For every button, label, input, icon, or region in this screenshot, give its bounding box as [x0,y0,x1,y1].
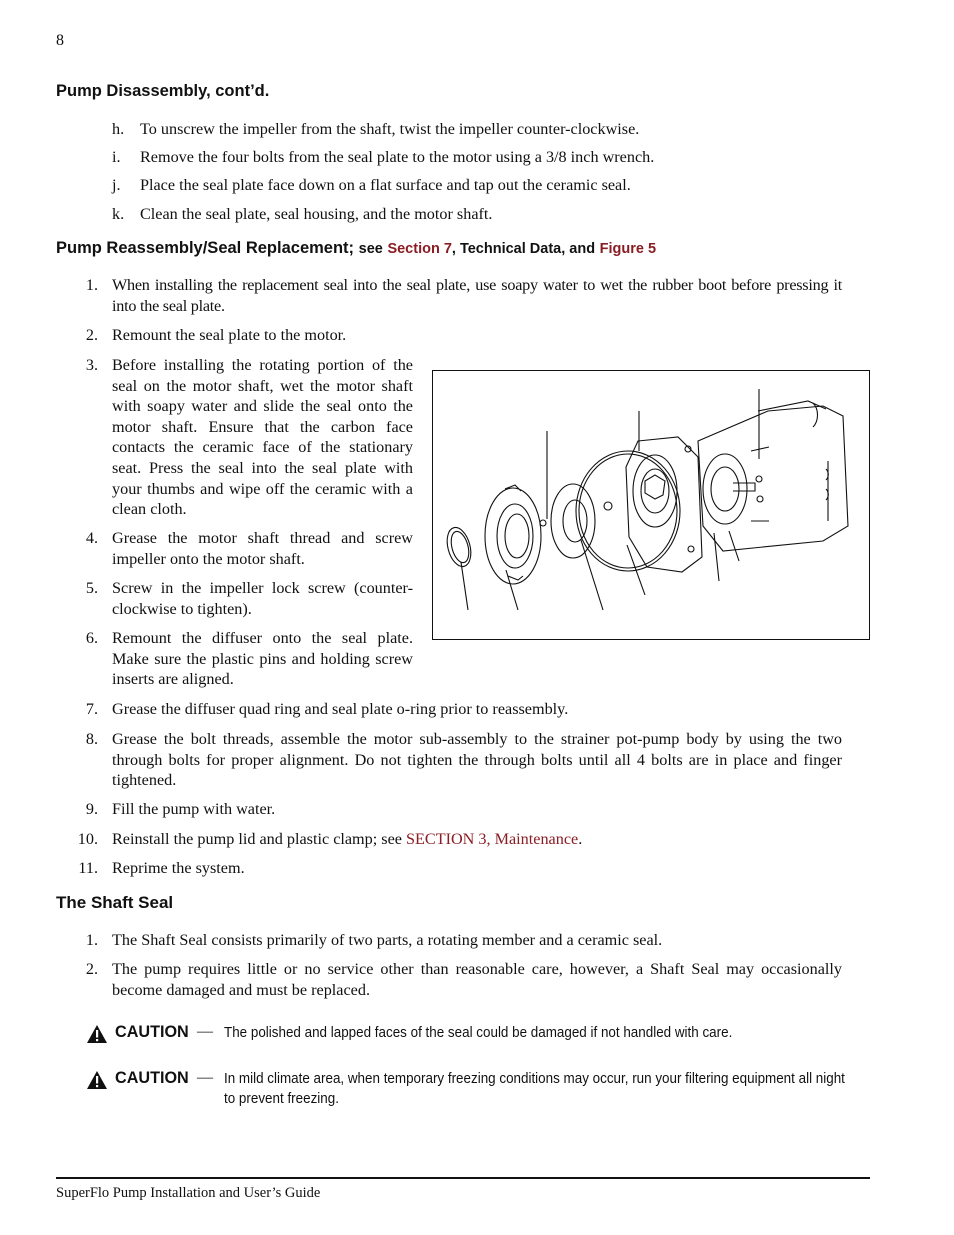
list-item [80,628,414,691]
caution-note [86,1023,856,1047]
list-item [80,275,842,317]
list-text-after: . [578,830,583,848]
list-item [80,799,842,820]
list-text: Grease the diffuser quad ring and seal plate o-ring prior to reassembly. [112,700,569,718]
list-item [112,147,852,168]
list-text: Grease the bolt threads, assemble the motor sub-assembly to the strainer pot-pump body by using the two through bolts for proper alignment. Do not tighten the through bolts until all 4 bolts are in place and finger tightened. [112,730,842,790]
list-item [80,699,842,720]
list-label: 1. [85,276,98,294]
list-text: Grease the motor shaft thread and screw impeller onto the motor shaft. [112,529,413,568]
caution-note [86,1069,856,1113]
page-number: 8 [56,32,64,49]
list-label: i. [112,148,121,166]
list-text: Before installing the rotating portion of the seal on the motor shaft, wet the motor shaft with soapy water and slide the seal onto the motor shaft. Ensure that the carbon face contacts the ceramic face of the stationary seat. Press the seal into the seal plate with your thumbs and wipe off the ceramic with a clean cloth. [112,356,413,519]
list-label: 1. [85,931,98,949]
list-text [112,829,842,850]
list-text: Fill the pump with water. [112,800,276,818]
list-label: 7. [85,700,98,718]
list-label: 8. [85,730,98,748]
list-text: Remount the diffuser onto the seal plate. Make sure the plastic pins and holding screw inserts are aligned. [112,629,413,689]
list-text-before: Reinstall the pump lid and plastic clamp; see [112,830,407,848]
caution-text: The polished and lapped faces of the seal could be damaged if not handled with care. [224,1025,733,1041]
list-text: Place the seal plate face down on a flat surface and tap out the ceramic seal. [140,176,631,194]
list-text: The Shaft Seal consists primarily of two parts, a rotating member and a ceramic seal. [112,931,663,949]
section-7-link[interactable]: Section 7 [387,241,452,257]
list-label: h. [112,120,125,138]
figure-5-link[interactable]: Figure 5 [599,241,657,257]
list-label: 10. [77,830,98,848]
list-label: 3. [85,356,98,374]
footer-divider [56,1177,870,1179]
caution-text: In mild climate area, when temporary freezing conditions may occur, run your filtering equipment all night to prevent freezing. [224,1071,845,1107]
list-item [74,829,842,850]
pump-exploded-diagram [432,370,870,640]
list-item [80,528,414,570]
pump-exploded-drawing [433,371,868,638]
list-label: 5. [85,579,98,597]
heading-pump-disassembly: Pump Disassembly, cont’d. [56,82,270,100]
list-text: To unscrew the impeller from the shaft, twist the impeller counter-clockwise. [140,120,640,138]
list-text: Remove the four bolts from the seal plate to the motor using a 3/8 inch wrench. [140,148,655,166]
caution-label: CAUTION [115,1023,189,1041]
motor-part [698,406,848,551]
warning-triangle-icon [86,1024,108,1044]
list-label: 11. [78,859,98,877]
list-label: j. [112,176,121,194]
caution-label: CAUTION [115,1069,189,1087]
list-item [80,355,414,520]
impeller-part [551,484,595,558]
list-item [80,959,842,1001]
list-item [112,175,852,196]
list-item [80,578,414,620]
list-text: When installing the replacement seal into the seal plate, use soapy water to wet the rubber boot before pressing it into the seal plate. [112,276,842,315]
list-text: Remount the seal plate to the motor. [112,326,347,344]
list-item [80,325,842,346]
list-text: Reprime the system. [112,859,245,877]
list-text: The pump requires little or no service other than reasonable care, however, a Shaft Seal may occasionally become damaged and must be replaced. [112,960,842,999]
section-3-maintenance-link[interactable]: SECTION 3, Maintenance [406,830,579,848]
heading-shaft-seal: The Shaft Seal [56,893,174,912]
list-label: 4. [85,529,98,547]
list-item [74,858,842,879]
list-label: k. [112,205,125,223]
list-label: 6. [85,629,98,647]
list-label: 2. [85,960,98,978]
caution-dash: — [197,1023,213,1040]
list-item [112,204,852,225]
list-text: Screw in the impeller lock screw (counter-clockwise to tighten). [112,579,413,618]
list-item [112,119,852,140]
list-label: 9. [85,800,98,818]
caution-dash: — [197,1069,213,1086]
list-item [80,729,842,792]
heading-pump-reassembly [56,239,656,258]
list-label: 2. [85,326,98,344]
warning-triangle-icon [86,1070,108,1090]
list-text: Clean the seal plate, seal housing, and the motor shaft. [140,205,493,223]
list-item [80,930,842,951]
footer-title: SuperFlo Pump Installation and User’s Guide [56,1185,321,1201]
heading-see: see [358,241,383,257]
heading-ref-middle: , Technical Data, and [451,241,596,257]
heading-text: Pump Reassembly/Seal Replacement; [56,239,355,257]
